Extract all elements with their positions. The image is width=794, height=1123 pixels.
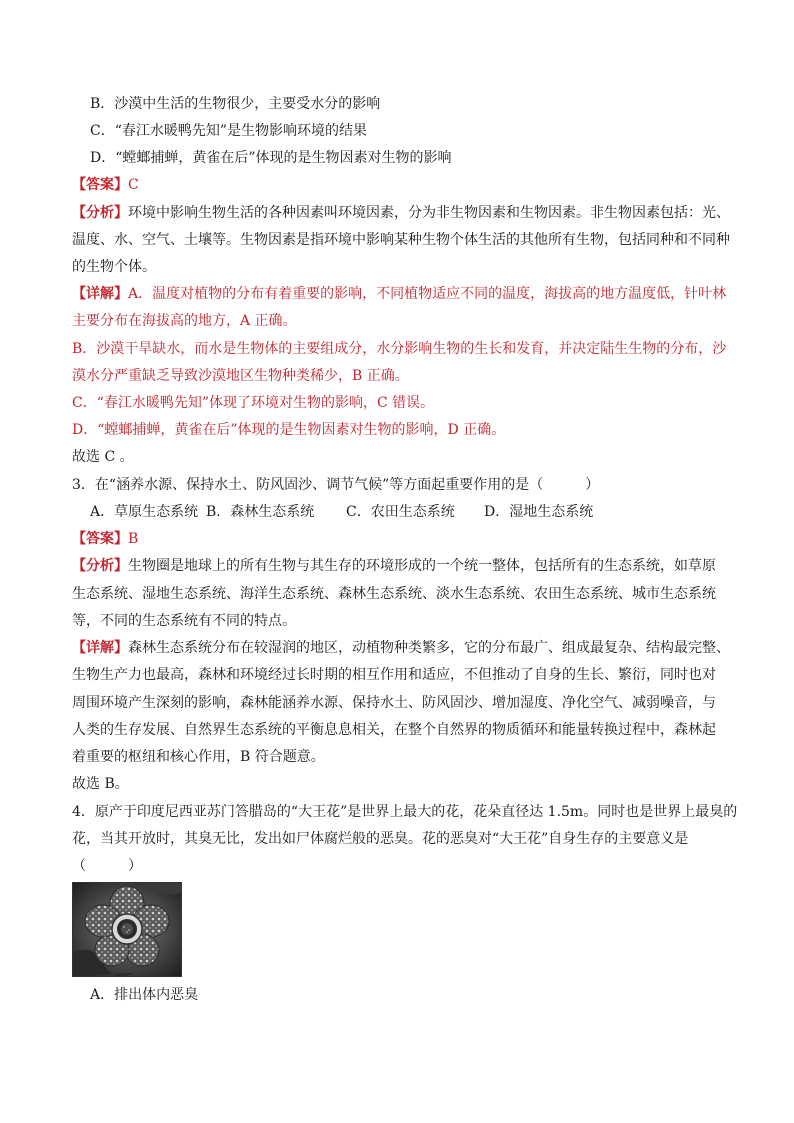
q3-analysis-line-1 xyxy=(72,557,732,575)
q4-stem-line-2: 花，当其开放时，其臭无比，发出如尸体腐烂般的恶臭。花的恶臭对“大王花”自身生存的主要意义是 xyxy=(72,831,689,847)
q2-option-c: C．“春江水暖鸭先知”是生物影响环境的结果 xyxy=(90,123,368,139)
q4-option-a: A．排出体内恶臭 xyxy=(90,987,199,1003)
answer-tag: 【答案】 xyxy=(72,177,128,193)
q3-option-c: C．农田生态系统 xyxy=(346,504,455,520)
q2-detail-line-2: 主要分布在海拔高的地方，A 正确。 xyxy=(72,313,297,329)
q2-detail-line-3: B．沙漠干旱缺水，而水是生物体的主要组成分，水分影响生物的生长和发育，并决定陆生生物的分布，沙 xyxy=(72,341,727,357)
rafflesia-flower-photo xyxy=(72,882,182,977)
q2-answer xyxy=(72,176,732,194)
q2-analysis-line-2: 温度、水、空气、土壤等。生物因素是指环境中影响某种生物个体生活的其他所有生物，包括同种和不同种 xyxy=(72,232,730,248)
q3-conclusion: 故选 B。 xyxy=(72,776,129,792)
q2-conclusion: 故选 C 。 xyxy=(72,449,134,465)
q2-detail-line-4: 漠水分严重缺乏导致沙漠地区生物种类稀少，B 正确。 xyxy=(72,368,409,384)
q3-option-a: A．草原生态系统 xyxy=(90,504,199,520)
analysis-text: 生物圈是地球上的所有生物与其生存的环境形成的一个统一整体，包括所有的生态系统，如草原 xyxy=(128,558,716,574)
flower-image xyxy=(73,883,181,976)
q3-detail-line-5: 着重要的枢纽和核心作用，B 符合题意。 xyxy=(72,749,325,765)
answer-tag: 【答案】 xyxy=(72,531,128,547)
q3-option-d: D．湿地生态系统 xyxy=(484,504,594,520)
q3-option-b: B．森林生态系统 xyxy=(206,504,315,520)
q3-answer xyxy=(72,530,732,548)
answer-value: B xyxy=(128,531,139,547)
q2-analysis-line-3: 的生物个体。 xyxy=(72,259,156,275)
q3-analysis-line-2: 生态系统、湿地生态系统、海洋生态系统、森林生态系统、淡水生态系统、农田生态系统、城市生态系统 xyxy=(72,586,716,602)
detail-text: A．温度对植物的分布有着重要的影响，不同植物适应不同的温度，海拔高的地方温度低，针叶林 xyxy=(128,286,727,302)
q2-analysis-line-1 xyxy=(72,204,732,222)
detail-tag: 【详解】 xyxy=(72,640,128,656)
q2-option-b: B．沙漠中生活的生物很少，主要受水分的影响 xyxy=(90,96,381,112)
q3-analysis-line-3: 等，不同的生态系统有不同的特点。 xyxy=(72,613,296,629)
analysis-tag: 【分析】 xyxy=(72,558,128,574)
answer-value: C xyxy=(128,177,139,193)
analysis-tag: 【分析】 xyxy=(72,205,128,221)
q2-detail-line-5: C．“春江水暖鸭先知”体现了环境对生物的影响，C 错误。 xyxy=(72,395,435,411)
q2-option-d: D．“螳螂捕蝉，黄雀在后”体现的是生物因素对生物的影响 xyxy=(90,150,452,166)
q2-detail-line-6: D．“螳螂捕蝉，黄雀在后”体现的是生物因素对生物的影响，D 正确。 xyxy=(72,422,506,438)
analysis-text: 环境中影响生物生活的各种因素叫环境因素，分为非生物因素和生物因素。非生物因素包括：光、 xyxy=(128,205,730,221)
q2-detail-line-1 xyxy=(72,285,732,303)
q4-stem-line-3: （ ） xyxy=(72,858,142,874)
q3-detail-line-1 xyxy=(72,639,732,657)
q4-stem-line-1: 4．原产于印度尼西亚苏门答腊岛的“大王花”是世界上最大的花，花朵直径达 1.5m。同时也是世界上最臭的 xyxy=(72,804,738,820)
q3-detail-line-2: 生物生产力也最高，森林和环境经过长时期的相互作用和适应，不但推动了自身的生长、繁衍，同时也对 xyxy=(72,667,716,683)
q3-detail-line-3: 周围环境产生深刻的影响，森林能涵养水源、保持水土、防风固沙、增加湿度、净化空气、减弱噪音，与 xyxy=(72,695,716,711)
q3-options xyxy=(90,503,750,521)
detail-tag: 【详解】 xyxy=(72,286,128,302)
detail-text: 森林生态系统分布在较湿润的地区，动植物种类繁多，它的分布最广、组成最复杂、结构最完整、 xyxy=(128,640,730,656)
q3-detail-line-4: 人类的生存发展、自然界生态系统的平衡息息相关，在整个自然界的物质循环和能量转换过程中，森林起 xyxy=(72,722,716,738)
q3-stem: 3．在“涵养水源、保持水土、防风固沙、调节气候”等方面起重要作用的是（ ） xyxy=(72,477,600,493)
